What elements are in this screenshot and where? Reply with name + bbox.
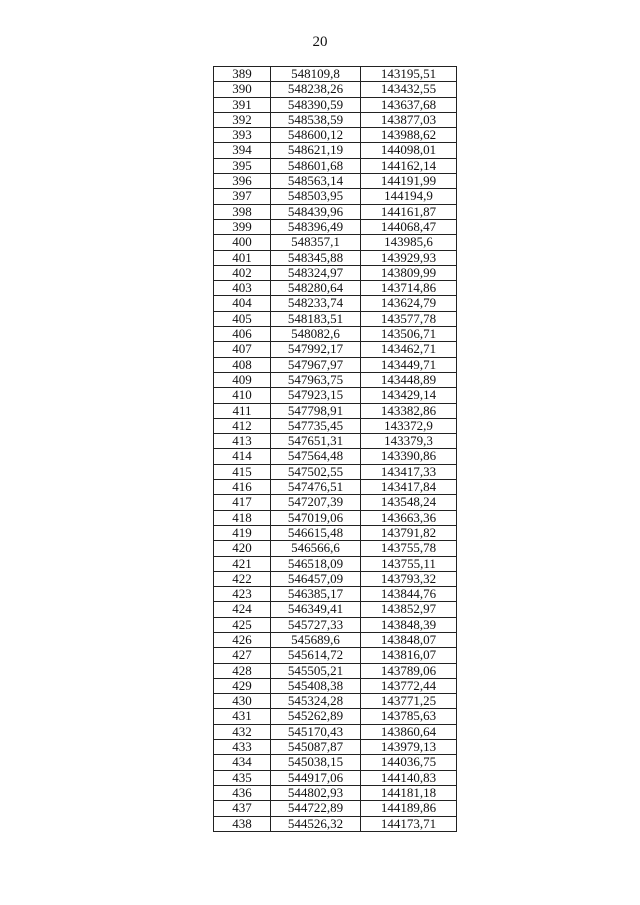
x-coordinate-cell: 547476,51 [271,480,361,495]
table-row [214,740,457,755]
x-coordinate-cell: 547735,45 [271,418,361,433]
table-row [214,418,457,433]
y-coordinate-cell: 143506,71 [361,327,457,342]
coordinates-table-body [214,67,457,832]
table-row [214,709,457,724]
y-coordinate-cell: 143429,14 [361,388,457,403]
y-coordinate-cell: 143714,86 [361,281,457,296]
point-number-cell: 405 [214,311,271,326]
point-number-cell: 407 [214,342,271,357]
table-row [214,770,457,785]
point-number-cell: 425 [214,617,271,632]
x-coordinate-cell: 548390,59 [271,97,361,112]
table-row [214,174,457,189]
x-coordinate-cell: 548600,12 [271,128,361,143]
point-number-cell: 398 [214,204,271,219]
point-number-cell: 403 [214,281,271,296]
x-coordinate-cell: 545408,38 [271,678,361,693]
point-number-cell: 413 [214,434,271,449]
table-row [214,403,457,418]
point-number-cell: 429 [214,678,271,693]
point-number-cell: 418 [214,510,271,525]
y-coordinate-cell: 143382,86 [361,403,457,418]
y-coordinate-cell: 143379,3 [361,434,457,449]
x-coordinate-cell: 547963,75 [271,372,361,387]
x-coordinate-cell: 547651,31 [271,434,361,449]
point-number-cell: 434 [214,755,271,770]
y-coordinate-cell: 143793,32 [361,571,457,586]
point-number-cell: 391 [214,97,271,112]
table-row [214,556,457,571]
point-number-cell: 421 [214,556,271,571]
table-row [214,388,457,403]
table-row [214,357,457,372]
table-row [214,372,457,387]
x-coordinate-cell: 548601,68 [271,158,361,173]
table-row [214,265,457,280]
table-row [214,587,457,602]
point-number-cell: 395 [214,158,271,173]
x-coordinate-cell: 545727,33 [271,617,361,632]
x-coordinate-cell: 548503,95 [271,189,361,204]
table-row [214,189,457,204]
point-number-cell: 423 [214,587,271,602]
table-row [214,724,457,739]
table-row [214,480,457,495]
point-number-cell: 438 [214,816,271,831]
table-row [214,281,457,296]
table-row [214,816,457,831]
y-coordinate-cell: 143979,13 [361,740,457,755]
y-coordinate-cell: 143852,97 [361,602,457,617]
coordinates-table [213,66,457,832]
table-row [214,97,457,112]
point-number-cell: 420 [214,541,271,556]
x-coordinate-cell: 548345,88 [271,250,361,265]
table-row [214,464,457,479]
y-coordinate-cell: 143462,71 [361,342,457,357]
y-coordinate-cell: 143755,11 [361,556,457,571]
y-coordinate-cell: 143789,06 [361,663,457,678]
point-number-cell: 402 [214,265,271,280]
y-coordinate-cell: 143755,78 [361,541,457,556]
x-coordinate-cell: 545087,87 [271,740,361,755]
y-coordinate-cell: 143432,55 [361,82,457,97]
x-coordinate-cell: 546349,41 [271,602,361,617]
point-number-cell: 430 [214,694,271,709]
table-row [214,617,457,632]
point-number-cell: 422 [214,571,271,586]
y-coordinate-cell: 144162,14 [361,158,457,173]
x-coordinate-cell: 546457,09 [271,571,361,586]
y-coordinate-cell: 143985,6 [361,235,457,250]
x-coordinate-cell: 544917,06 [271,770,361,785]
y-coordinate-cell: 144036,75 [361,755,457,770]
table-row [214,632,457,647]
y-coordinate-cell: 143860,64 [361,724,457,739]
x-coordinate-cell: 548183,51 [271,311,361,326]
x-coordinate-cell: 544526,32 [271,816,361,831]
y-coordinate-cell: 144194,9 [361,189,457,204]
point-number-cell: 424 [214,602,271,617]
y-coordinate-cell: 144098,01 [361,143,457,158]
x-coordinate-cell: 547502,55 [271,464,361,479]
point-number-cell: 390 [214,82,271,97]
table-row [214,525,457,540]
y-coordinate-cell: 143449,71 [361,357,457,372]
x-coordinate-cell: 547564,48 [271,449,361,464]
x-coordinate-cell: 548563,14 [271,174,361,189]
point-number-cell: 435 [214,770,271,785]
table-row [214,219,457,234]
x-coordinate-cell: 548621,19 [271,143,361,158]
y-coordinate-cell: 143844,76 [361,587,457,602]
x-coordinate-cell: 548357,1 [271,235,361,250]
y-coordinate-cell: 143417,33 [361,464,457,479]
table-row [214,235,457,250]
y-coordinate-cell: 143988,62 [361,128,457,143]
y-coordinate-cell: 144189,86 [361,801,457,816]
table-row [214,158,457,173]
point-number-cell: 419 [214,525,271,540]
table-row [214,449,457,464]
page-number: 20 [312,34,328,50]
point-number-cell: 401 [214,250,271,265]
point-number-cell: 408 [214,357,271,372]
table-row [214,571,457,586]
table-row [214,678,457,693]
x-coordinate-cell: 545038,15 [271,755,361,770]
point-number-cell: 389 [214,67,271,82]
y-coordinate-cell: 143848,39 [361,617,457,632]
y-coordinate-cell: 143771,25 [361,694,457,709]
x-coordinate-cell: 548109,8 [271,67,361,82]
table-row [214,128,457,143]
y-coordinate-cell: 143577,78 [361,311,457,326]
table-row [214,510,457,525]
point-number-cell: 433 [214,740,271,755]
y-coordinate-cell: 143663,36 [361,510,457,525]
table-row [214,67,457,82]
y-coordinate-cell: 143390,86 [361,449,457,464]
table-row [214,694,457,709]
table-row [214,602,457,617]
table-row [214,648,457,663]
table-row [214,755,457,770]
x-coordinate-cell: 548396,49 [271,219,361,234]
table-row [214,541,457,556]
table-row [214,327,457,342]
point-number-cell: 412 [214,418,271,433]
point-number-cell: 437 [214,801,271,816]
x-coordinate-cell: 547798,91 [271,403,361,418]
table-row [214,296,457,311]
y-coordinate-cell: 143195,51 [361,67,457,82]
table-row [214,204,457,219]
point-number-cell: 396 [214,174,271,189]
point-number-cell: 399 [214,219,271,234]
x-coordinate-cell: 547992,17 [271,342,361,357]
x-coordinate-cell: 545170,43 [271,724,361,739]
x-coordinate-cell: 545324,28 [271,694,361,709]
point-number-cell: 417 [214,495,271,510]
x-coordinate-cell: 547967,97 [271,357,361,372]
point-number-cell: 432 [214,724,271,739]
table-row [214,143,457,158]
point-number-cell: 392 [214,112,271,127]
x-coordinate-cell: 546385,17 [271,587,361,602]
y-coordinate-cell: 144173,71 [361,816,457,831]
x-coordinate-cell: 547207,39 [271,495,361,510]
x-coordinate-cell: 546566,6 [271,541,361,556]
x-coordinate-cell: 548280,64 [271,281,361,296]
x-coordinate-cell: 547923,15 [271,388,361,403]
table-row [214,785,457,800]
point-number-cell: 427 [214,648,271,663]
point-number-cell: 431 [214,709,271,724]
point-number-cell: 400 [214,235,271,250]
x-coordinate-cell: 546518,09 [271,556,361,571]
table-row [214,663,457,678]
y-coordinate-cell: 143417,84 [361,480,457,495]
point-number-cell: 409 [214,372,271,387]
x-coordinate-cell: 547019,06 [271,510,361,525]
point-number-cell: 436 [214,785,271,800]
point-number-cell: 393 [214,128,271,143]
table-row [214,434,457,449]
point-number-cell: 410 [214,388,271,403]
x-coordinate-cell: 545505,21 [271,663,361,678]
point-number-cell: 397 [214,189,271,204]
table-row [214,342,457,357]
y-coordinate-cell: 143548,24 [361,495,457,510]
table-row [214,250,457,265]
table-row [214,82,457,97]
x-coordinate-cell: 548538,59 [271,112,361,127]
point-number-cell: 428 [214,663,271,678]
y-coordinate-cell: 143785,63 [361,709,457,724]
table-row [214,311,457,326]
x-coordinate-cell: 544722,89 [271,801,361,816]
x-coordinate-cell: 548324,97 [271,265,361,280]
table-row [214,112,457,127]
y-coordinate-cell: 143809,99 [361,265,457,280]
x-coordinate-cell: 548233,74 [271,296,361,311]
x-coordinate-cell: 544802,93 [271,785,361,800]
point-number-cell: 411 [214,403,271,418]
y-coordinate-cell: 144140,83 [361,770,457,785]
point-number-cell: 394 [214,143,271,158]
table-row [214,801,457,816]
point-number-cell: 426 [214,632,271,647]
y-coordinate-cell: 144161,87 [361,204,457,219]
x-coordinate-cell: 548238,26 [271,82,361,97]
y-coordinate-cell: 143772,44 [361,678,457,693]
x-coordinate-cell: 545614,72 [271,648,361,663]
x-coordinate-cell: 548439,96 [271,204,361,219]
y-coordinate-cell: 144181,18 [361,785,457,800]
y-coordinate-cell: 143624,79 [361,296,457,311]
x-coordinate-cell: 548082,6 [271,327,361,342]
x-coordinate-cell: 545262,89 [271,709,361,724]
x-coordinate-cell: 546615,48 [271,525,361,540]
y-coordinate-cell: 144191,99 [361,174,457,189]
y-coordinate-cell: 144068,47 [361,219,457,234]
y-coordinate-cell: 143372,9 [361,418,457,433]
y-coordinate-cell: 143848,07 [361,632,457,647]
y-coordinate-cell: 143816,07 [361,648,457,663]
point-number-cell: 406 [214,327,271,342]
y-coordinate-cell: 143929,93 [361,250,457,265]
point-number-cell: 416 [214,480,271,495]
y-coordinate-cell: 143877,03 [361,112,457,127]
y-coordinate-cell: 143448,89 [361,372,457,387]
y-coordinate-cell: 143637,68 [361,97,457,112]
x-coordinate-cell: 545689,6 [271,632,361,647]
y-coordinate-cell: 143791,82 [361,525,457,540]
point-number-cell: 404 [214,296,271,311]
point-number-cell: 414 [214,449,271,464]
point-number-cell: 415 [214,464,271,479]
table-row [214,495,457,510]
